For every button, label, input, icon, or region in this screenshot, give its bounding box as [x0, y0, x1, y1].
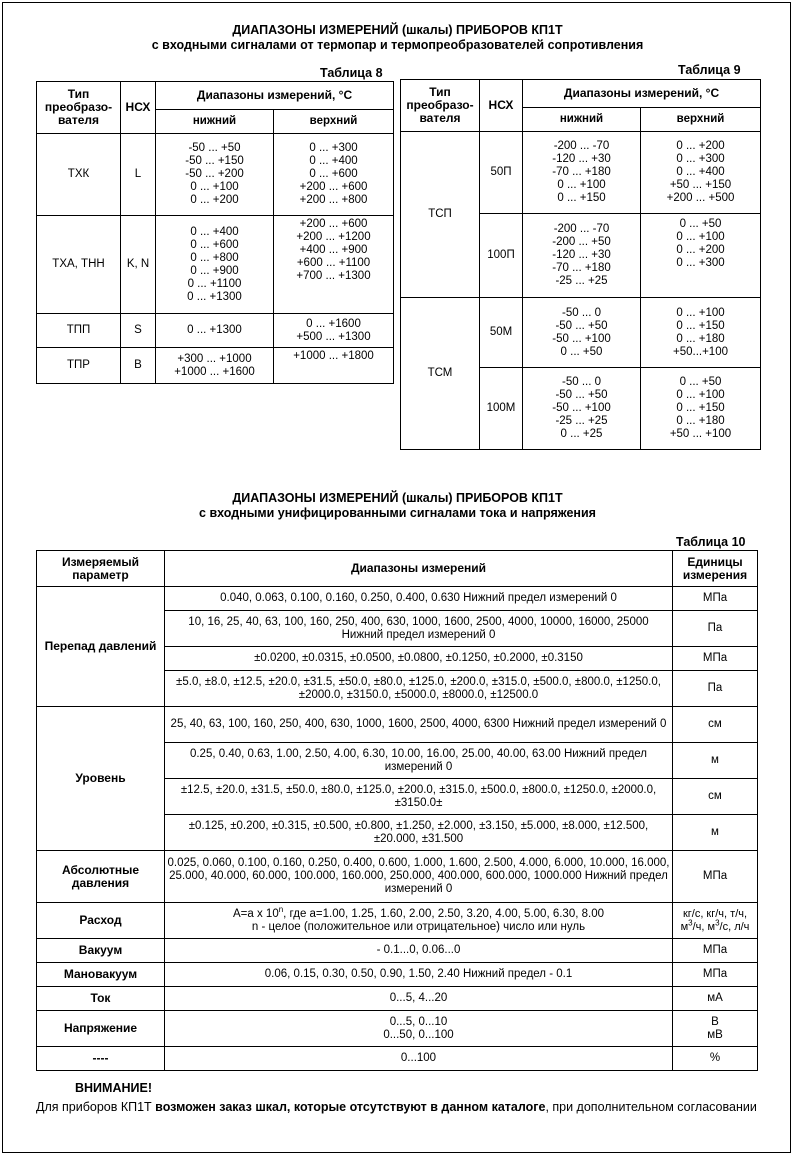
t9-lower: -200 ... -70 -200 ... +50 -120 ... +30 -70 ... +180 -25 ... +25: [523, 214, 641, 298]
t8-lower: 0 ... +1300: [156, 314, 274, 348]
t9-type: ТСП: [401, 132, 480, 298]
t10-range: 0.040, 0.063, 0.100, 0.160, 0.250, 0.400, 0.630 Нижний предел измерений 0: [165, 587, 673, 611]
t10-unit: МПа: [673, 851, 758, 903]
t9-nsh: 100М: [480, 368, 523, 450]
t10-param-current: Ток: [37, 987, 165, 1011]
title-unified: [0, 491, 795, 521]
t10-unit: Па: [673, 671, 758, 707]
notice-text: Для приборов КП1Т возможен заказ шкал, которые отсутствуют в данном каталоге, при дополнительном согласовании: [36, 1100, 757, 1114]
table-row: [37, 1047, 758, 1071]
t8-nsh: B: [121, 348, 156, 384]
t10-param-dash: ----: [37, 1047, 165, 1071]
t10-range: 0.06, 0.15, 0.30, 0.50, 0.90, 1.50, 2.40 Нижний предел - 0.1: [165, 963, 673, 987]
t10-param-pressure-diff: Перепад давлений: [37, 587, 165, 707]
t10-unit: Па: [673, 611, 758, 647]
t9-lower: -200 ... -70 -120 ... +30 -70 ... +180 0 ... +100 0 ... +150: [523, 132, 641, 214]
t10-unit: кг/с, кг/ч, т/ч, $м^3/ч$, $м^3/с$, л/ч: [673, 903, 758, 939]
t9-head-lower: нижний: [523, 108, 641, 132]
t8-head-upper: верхний: [274, 110, 394, 134]
t9-lower: -50 ... 0 -50 ... +50 -50 ... +100 0 ... +50: [523, 298, 641, 368]
t10-unit: МПа: [673, 587, 758, 611]
table-row: [37, 903, 758, 939]
t9-row: [401, 298, 761, 368]
t10-unit: см: [673, 707, 758, 743]
t9-type: ТСМ: [401, 298, 480, 450]
title-thermo-line2: с входными сигналами от термопар и термопреобразователей сопротивления: [151, 38, 644, 52]
t9-lower: -50 ... 0 -50 ... +50 -50 ... +100 -25 ... +25 0 ... +25: [523, 368, 641, 450]
table10-label: Таблица 10: [676, 535, 746, 549]
t10-head-param: Измеряемый параметр: [37, 551, 165, 587]
t10-range: ±0.125, ±0.200, ±0.315, ±0.500, ±0.800, ±1.250, ±2.000, ±3.150, ±5.000, ±8.000, ±12.500, ±20.000, ±31.500: [165, 815, 673, 851]
t9-head-nsh: НСХ: [480, 80, 523, 132]
t10-range: ±5.0, ±8.0, ±12.5, ±20.0, ±31.5, ±50.0, ±80.0, ±125.0, ±200.0, ±315.0, ±500.0, ±800.0, ±1250.0, ±2000.0, ±3150.0, ±5000.0, ±8000.0, ±12500.0: [165, 671, 673, 707]
t9-nsh: 50П: [480, 132, 523, 214]
t10-param-manovacuum: Мановакуум: [37, 963, 165, 987]
table-row: [37, 707, 758, 743]
t10-param-absolute: Абсолютные давления: [37, 851, 165, 903]
t8-upper: 0 ... +300 0 ... +400 0 ... +600 +200 ... +600 +200 ... +800: [274, 134, 394, 216]
table-row: [37, 939, 758, 963]
t10-range: 0...100: [165, 1047, 673, 1071]
t8-upper: +1000 ... +1800: [274, 348, 394, 384]
t10-range: ±12.5, ±20.0, ±31.5, ±50.0, ±80.0, ±125.0, ±200.0, ±315.0, ±500.0, ±800.0, ±1250.0, ±2000.0, ±3150.0±: [165, 779, 673, 815]
t10-unit: МПа: [673, 939, 758, 963]
t10-range: 0.25, 0.40, 0.63, 1.00, 2.50, 4.00, 6.30, 10.00, 16.00, 25.00, 40.00, 63.00 Нижний предел измерений 0: [165, 743, 673, 779]
t9-head-type: Тип преобразо-вателя: [401, 80, 480, 132]
t10-unit: мА: [673, 987, 758, 1011]
table-row: [37, 963, 758, 987]
t10-range: 0...5, 0...10 0...50, 0...100: [165, 1011, 673, 1047]
t10-unit: %: [673, 1047, 758, 1071]
table-10: [36, 550, 758, 1071]
t8-lower: +300 ... +1000 +1000 ... +1600: [156, 348, 274, 384]
notice-title: ВНИМАНИЕ!: [75, 1081, 152, 1095]
t8-nsh: K, N: [121, 216, 156, 314]
t10-range: 0.025, 0.060, 0.100, 0.160, 0.250, 0.400, 0.600, 1.000, 1.600, 2.500, 4.000, 6.000, 10.000, 16.000, 25.000, 40.000, 60.000, 100.000, 160.000, 250.000, 400.000, 600.000, 1000.000 Нижний предел измерений 0: [165, 851, 673, 903]
t10-range: 0...5, 4...20: [165, 987, 673, 1011]
t8-type: ТХА, ТНН: [37, 216, 121, 314]
title-thermo-line1: ДИАПАЗОНЫ ИЗМЕРЕНИЙ (шкалы) ПРИБОРОВ КП1Т: [232, 23, 563, 37]
t8-row: [37, 314, 394, 348]
t10-param-vacuum: Вакуум: [37, 939, 165, 963]
t8-head-lower: нижний: [156, 110, 274, 134]
t10-unit: В мВ: [673, 1011, 758, 1047]
t10-range: 25, 40, 63, 100, 160, 250, 400, 630, 1000, 1600, 2500, 4000, 6300 Нижний предел измерений 0: [165, 707, 673, 743]
t9-upper: 0 ... +100 0 ... +150 0 ... +180 +50...+100: [641, 298, 761, 368]
t10-range: ±0.0200, ±0.0315, ±0.0500, ±0.0800, ±0.1250, ±0.2000, ±0.3150: [165, 647, 673, 671]
title-unified-line2: с входными унифицированными сигналами тока и напряжения: [199, 506, 596, 520]
title-unified-line1: ДИАПАЗОНЫ ИЗМЕРЕНИЙ (шкалы) ПРИБОРОВ КП1Т: [232, 491, 563, 505]
t10-unit: м: [673, 743, 758, 779]
t9-row: [401, 132, 761, 214]
t8-row: [37, 134, 394, 216]
table-9: [400, 79, 761, 450]
t10-range: A=a x 10$^n$, где a=1.00, 1.25, 1.60, 2.00, 2.50, 3.20, 4.00, 5.00, 6.30, 8.00 n - целое (положительное или отрицательное) число или нуль: [165, 903, 673, 939]
table-row: [37, 851, 758, 903]
t8-nsh: S: [121, 314, 156, 348]
t9-head-upper: верхний: [641, 108, 761, 132]
t8-type: ТХК: [37, 134, 121, 216]
t8-nsh: L: [121, 134, 156, 216]
t9-nsh: 100П: [480, 214, 523, 298]
t8-upper: +200 ... +600 +200 ... +1200 +400 ... +900 +600 ... +1100 +700 ... +1300: [274, 216, 394, 314]
t10-param-level: Уровень: [37, 707, 165, 851]
t8-head-nsh: НСХ: [121, 82, 156, 134]
t8-type: ТПП: [37, 314, 121, 348]
t9-upper: 0 ... +50 0 ... +100 0 ... +200 0 ... +300: [641, 214, 761, 298]
t10-unit: МПа: [673, 647, 758, 671]
t8-lower: 0 ... +400 0 ... +600 0 ... +800 0 ... +900 0 ... +1100 0 ... +1300: [156, 216, 274, 314]
table-row: [37, 587, 758, 611]
t10-head-units: Единицы измерения: [673, 551, 758, 587]
t10-range: - 0.1...0, 0.06...0: [165, 939, 673, 963]
t8-row: [37, 216, 394, 314]
t10-unit: МПа: [673, 963, 758, 987]
t8-row: [37, 348, 394, 384]
t8-type: ТПР: [37, 348, 121, 384]
table-row: [37, 1011, 758, 1047]
t9-nsh: 50М: [480, 298, 523, 368]
t10-param-flow: Расход: [37, 903, 165, 939]
t9-upper: 0 ... +200 0 ... +300 0 ... +400 +50 ... +150 +200 ... +500: [641, 132, 761, 214]
t9-upper: 0 ... +50 0 ... +100 0 ... +150 0 ... +180 +50 ... +100: [641, 368, 761, 450]
t10-param-voltage: Напряжение: [37, 1011, 165, 1047]
t8-upper: 0 ... +1600 +500 ... +1300: [274, 314, 394, 348]
t9-head-range: Диапазоны измерений, °С: [523, 80, 761, 108]
t10-head-range: Диапазоны измерений: [165, 551, 673, 587]
t8-lower: -50 ... +50 -50 ... +150 -50 ... +200 0 ... +100 0 ... +200: [156, 134, 274, 216]
t10-unit: м: [673, 815, 758, 851]
table-row: [37, 987, 758, 1011]
t10-range: 10, 16, 25, 40, 63, 100, 160, 250, 400, 630, 1000, 1600, 2500, 4000, 10000, 16000, 25000 Нижний предел измерений 0: [165, 611, 673, 647]
t8-head-type: Тип преобразо-вателя: [37, 82, 121, 134]
t10-unit: см: [673, 779, 758, 815]
table8-label: Таблица 8: [320, 66, 383, 80]
table-8: [36, 81, 394, 384]
title-thermo: [0, 23, 795, 53]
t8-head-range: Диапазоны измерений, °С: [156, 82, 394, 110]
table9-label: Таблица 9: [678, 63, 741, 77]
